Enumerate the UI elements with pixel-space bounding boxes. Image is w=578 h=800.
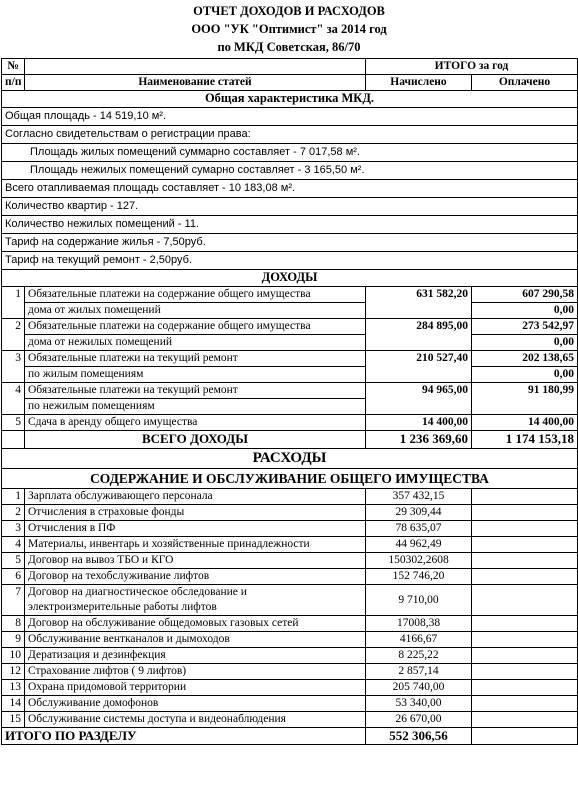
expense-row	[2, 537, 578, 553]
income-row-num: 3	[2, 351, 25, 383]
general-line: Площадь нежилых помещений сумарно составляет - 3 165,50 м².	[2, 162, 578, 180]
expense-row-name: Договор на вывоз ТБО и КГО	[25, 553, 366, 569]
expense-row-value: 357 432,15	[366, 489, 472, 505]
expense-row-value: 8 225,22	[366, 648, 472, 664]
report-company: ООО "УК "Оптимист" за 2014 год	[191, 22, 387, 36]
expense-row-value: 26 670,00	[366, 712, 472, 728]
general-line: Количество нежилых помещений - 11.	[2, 216, 578, 234]
expense-row-name: Страхование лифтов ( 9 лифтов)	[25, 664, 366, 680]
expense-row-name: Обслуживание вентканалов и дымоходов	[25, 632, 366, 648]
expense-row-num: 3	[2, 521, 25, 537]
expense-row-value: 53 340,00	[366, 696, 472, 712]
col-num-sub: п/п	[2, 75, 25, 91]
expense-row	[2, 712, 578, 728]
expense-row-num: 5	[2, 553, 25, 569]
expense-row-name: Охрана придомовой территории	[25, 680, 366, 696]
expense-row-name: Обслуживание домофонов	[25, 696, 366, 712]
expense-row	[2, 569, 578, 585]
expense-row-name: Договор на обслуживание общедомовых газовых сетей	[25, 616, 366, 632]
expense-row-name: Отчисления в ПФ	[25, 521, 366, 537]
income-row-name-cont: по нежилым помещениям	[25, 399, 366, 415]
expense-row-num: 6	[2, 569, 25, 585]
general-title: Общая характеристика МКД.	[2, 91, 578, 108]
income-row-name: Сдача в аренду общего имущества	[25, 415, 366, 431]
income-row-paid-extra: 0,00	[472, 303, 578, 319]
income-row-paid: 607 290,58	[472, 287, 578, 303]
expense-row	[2, 553, 578, 569]
income-row-num: 2	[2, 319, 25, 351]
expense-row	[2, 521, 578, 537]
expense-row-value: 9 710,00	[366, 585, 472, 616]
expense-row-num: 7	[2, 585, 25, 616]
expense-row-num: 4	[2, 537, 25, 553]
expense-row	[2, 585, 578, 616]
report-address: по МКД Советская, 86/70	[217, 40, 361, 54]
expenses-total-label: ИТОГО ПО РАЗДЕЛУ	[2, 728, 366, 745]
general-line: Тариф на текущий ремонт - 2,50руб.	[2, 252, 578, 270]
income-row-paid: 202 138,65	[472, 351, 578, 367]
general-line: Количество квартир - 127.	[2, 198, 578, 216]
report-table	[1, 58, 578, 745]
col-num-label: №	[2, 59, 25, 75]
col-total-year: ИТОГО за год	[366, 59, 578, 75]
expense-row-name: Материалы, инвентарь и хозяйственные принадлежности	[25, 537, 366, 553]
income-row-name: Обязательные платежи на содержание общего имущества	[25, 287, 366, 303]
expense-row	[2, 505, 578, 521]
expense-row-num: 9	[2, 632, 25, 648]
expense-row	[2, 648, 578, 664]
col-paid: Оплачено	[472, 75, 578, 91]
expense-row	[2, 664, 578, 680]
general-line: Общая площадь - 14 519,10 м².	[2, 108, 578, 126]
income-row-paid-extra: 0,00	[472, 367, 578, 383]
income-row-paid-extra: 0,00	[472, 335, 578, 351]
income-row-num: 4	[2, 383, 25, 415]
income-row-paid: 273 542,97	[472, 319, 578, 335]
expense-row-num: 13	[2, 680, 25, 696]
expense-row-num: 14	[2, 696, 25, 712]
expense-row-num: 12	[2, 664, 25, 680]
expense-row-num: 10	[2, 648, 25, 664]
expense-row	[2, 696, 578, 712]
income-row-paid: 14 400,00	[472, 415, 578, 431]
income-row-charged: 94 965,00	[366, 383, 472, 415]
col-name: Наименование статей	[25, 75, 366, 91]
expenses-total-value: 552 306,56	[366, 728, 472, 745]
income-row-num: 5	[2, 415, 25, 431]
expenses-title: РАСХОДЫ	[2, 449, 578, 469]
expenses-subtitle: СОДЕРЖАНИЕ И ОБСЛУЖИВАНИЕ ОБЩЕГО ИМУЩЕСТВА	[2, 469, 578, 489]
expense-row	[2, 616, 578, 632]
expense-row-value: 78 635,07	[366, 521, 472, 537]
expense-row-name: Дератизация и дезинфекция	[25, 648, 366, 664]
expense-row-name: Договор на диагностическое обследование и электроизмерительные работы лифтов	[25, 585, 366, 616]
expense-row	[2, 680, 578, 696]
expense-row-value: 17008,38	[366, 616, 472, 632]
income-row-name-cont: дома от жилых помещений	[25, 303, 366, 319]
income-row-charged: 210 527,40	[366, 351, 472, 383]
expense-row-value: 29 309,44	[366, 505, 472, 521]
expense-row-value: 150302,2608	[366, 553, 472, 569]
income-total-paid: 1 174 153,18	[472, 431, 578, 449]
expense-row-value: 44 962,49	[366, 537, 472, 553]
income-row-name: Обязательные платежи на текущий ремонт	[25, 351, 366, 367]
expense-row-value: 152 746,20	[366, 569, 472, 585]
income-row-paid: 91 180,99	[472, 383, 578, 415]
expense-row-name: Зарплата обслуживающего персонала	[25, 489, 366, 505]
expense-row-name: Обслуживание системы доступа и видеонаблюдения	[25, 712, 366, 728]
income-total-label: ВСЕГО ДОХОДЫ	[25, 431, 366, 449]
income-row-name: Обязательные платежи на текущий ремонт	[25, 383, 366, 399]
expense-row-value: 205 740,00	[366, 680, 472, 696]
expense-row-num: 1	[2, 489, 25, 505]
general-line: Всего отапливаемая площадь составляет - 10 183,08 м².	[2, 180, 578, 198]
expense-row-num: 2	[2, 505, 25, 521]
income-row-name: Обязательные платежи на содержание общего имущества	[25, 319, 366, 335]
general-line: Согласно свидетельствам о регистрации права:	[2, 126, 578, 144]
income-row-charged: 284 895,00	[366, 319, 472, 351]
expense-row-num: 8	[2, 616, 25, 632]
general-line: Тариф на содержание жилья - 7,50руб.	[2, 234, 578, 252]
income-row-name-cont: по жилым помещениям	[25, 367, 366, 383]
expense-row-value: 4166,67	[366, 632, 472, 648]
income-total-charged: 1 236 369,60	[366, 431, 472, 449]
general-line: Площадь жилых помещений суммарно составляет - 7 017,58 м².	[2, 144, 578, 162]
income-title: ДОХОДЫ	[2, 270, 578, 287]
expense-row-num: 15	[2, 712, 25, 728]
expense-row	[2, 632, 578, 648]
expense-row	[2, 489, 578, 505]
report-title: ОТЧЕТ ДОХОДОВ И РАСХОДОВ	[193, 4, 385, 18]
income-row-num: 1	[2, 287, 25, 319]
income-row-charged: 631 582,20	[366, 287, 472, 319]
income-row-name-cont: дома от нежилых помещений	[25, 335, 366, 351]
income-row-charged: 14 400,00	[366, 415, 472, 431]
expense-row-name: Договор на техобслуживание лифтов	[25, 569, 366, 585]
expense-row-name: Отчисления в страховые фонды	[25, 505, 366, 521]
expense-row-value: 2 857,14	[366, 664, 472, 680]
col-charged: Начислено	[366, 75, 472, 91]
